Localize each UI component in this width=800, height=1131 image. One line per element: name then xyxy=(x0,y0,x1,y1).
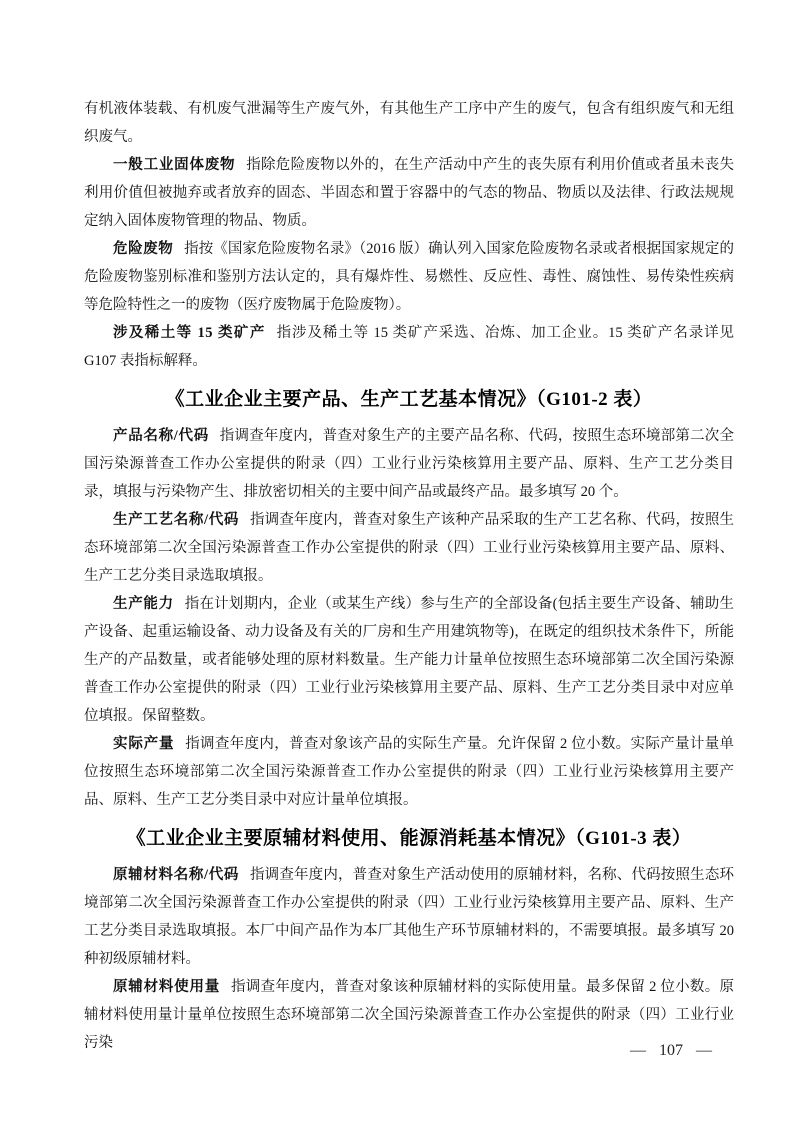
paragraph-actual-output xyxy=(84,730,734,814)
page-content xyxy=(84,0,734,1057)
footer-dash-right: — xyxy=(696,1042,712,1059)
definition-product-name-code: 指调查年度内，普查对象生产的主要产品名称、代码，按照生态环境部第二次全国污染源普查工作办公室提供的附录（四）工业行业污染核算用主要产品、原料、生产工艺分类目录，填报与污染物产生、排放密切相关的主要中间产品或最终产品。最多填写 20 个。 xyxy=(84,428,735,500)
section-heading-g101-2: 《工业企业主要产品、生产工艺基本情况》（G101-2 表） xyxy=(165,389,653,410)
paragraph-process-name-code xyxy=(84,506,734,590)
definition-raw-material-usage: 指调查年度内，普查对象该种原辅材料的实际使用量。最多保留 2 位小数。原辅材料使用量计量单位按照生态环境部第二次全国污染源普查工作办公室提供的附录（四）工业行业污染 xyxy=(84,979,735,1051)
definition-process-name-code: 指调查年度内，普查对象生产该种产品采取的生产工艺名称、代码，按照生态环境部第二次全国污染源普查工作办公室提供的附录（四）工业行业污染核算用主要产品、原料、生产工艺分类目录选取填报。 xyxy=(84,512,735,584)
definition-raw-material-name-code: 指调查年度内，普查对象生产活动使用的原辅材料，名称、代码按照生态环境部第二次全国污染源普查工作办公室提供的附录（四）工业行业污染核算用主要产品、原料、生产工艺分类目录选取填报。本厂中间产品作为本厂其他生产环节原辅材料的，不需要填报。最多填写 20 种初级原辅材料。 xyxy=(84,867,735,967)
term-raw-material-usage: 原辅材料使用量 xyxy=(113,979,221,995)
term-product-name-code: 产品名称/代码 xyxy=(113,428,209,444)
page-footer xyxy=(630,1040,712,1062)
footer-dash-left: — xyxy=(630,1042,646,1059)
paragraph-raw-material-name-code xyxy=(84,861,734,973)
term-process-name-code: 生产工艺名称/代码 xyxy=(113,512,240,528)
definition-rare-earth-minerals: 指涉及稀土等 15 类矿产采选、冶炼、加工企业。15 类矿产名录详见 G107 表指标解释。 xyxy=(84,325,735,369)
definition-production-capacity: 指在计划期内，企业（或某生产线）参与生产的全部设备(包括主要生产设备、辅助生产设备、起重运输设备、动力设备及有关的厂房和生产用建筑物等)，在既定的组织技术条件下，所能生产的产品数量，或者能够处理的原材料数量。生产能力计量单位按照生态环境部第二次全国污染源普查工作办公室提供的附录（四）工业行业污染核算用主要产品、原料、生产工艺分类目录中对应单位填报。保留整数。 xyxy=(84,596,734,724)
paragraph-hazardous-waste xyxy=(84,235,734,319)
paragraph-general-industrial-solid-waste xyxy=(84,151,734,235)
term-actual-output: 实际产量 xyxy=(113,736,175,752)
definition-actual-output: 指调查年度内，普查对象该产品的实际生产量。允许保留 2 位小数。实际产量计量单位按照生态环境部第二次全国污染源普查工作办公室提供的附录（四）工业行业污染核算用主要产品、原料、生产工艺分类目录中对应计量单位填报。 xyxy=(84,736,735,808)
paragraph-production-capacity xyxy=(84,590,734,730)
definition-hazardous-waste: 指按《国家危险废物名录》（2016 版）确认列入国家危险废物名录或者根据国家规定的危险废物鉴别标准和鉴别方法认定的，具有爆炸性、易燃性、反应性、毒性、腐蚀性、易传染性疾病等危险特性之一的废物（医疗废物属于危险废物）。 xyxy=(84,241,735,313)
term-raw-material-name-code: 原辅材料名称/代码 xyxy=(113,867,240,883)
term-production-capacity: 生产能力 xyxy=(113,596,174,612)
term-general-industrial-solid-waste: 一般工业固体废物 xyxy=(113,157,236,173)
paragraph-rare-earth-minerals xyxy=(84,319,734,375)
page-number: 107 xyxy=(659,1042,683,1059)
term-hazardous-waste: 危险废物 xyxy=(113,241,174,257)
definition-general-industrial-solid-waste: 指除危险废物以外的，在生产活动中产生的丧失原有利用价值或者虽未丧失利用价值但被抛弃或者放弃的固态、半固态和置于容器中的气态的物品、物质以及法律、行政法规规定纳入固体废物管理的物品、物质。 xyxy=(84,157,735,229)
paragraph-waste-gas-continuation: 有机液体装载、有机废气泄漏等生产废气外，有其他生产工序中产生的废气，包含有组织废气和无组织废气。 xyxy=(84,101,734,145)
section-heading-g101-3: 《工业企业主要原辅材料使用、能源消耗基本情况》（G101-3 表） xyxy=(126,828,692,849)
paragraph-product-name-code xyxy=(84,422,734,506)
term-rare-earth-minerals: 涉及稀土等 15 类矿产 xyxy=(113,325,266,341)
